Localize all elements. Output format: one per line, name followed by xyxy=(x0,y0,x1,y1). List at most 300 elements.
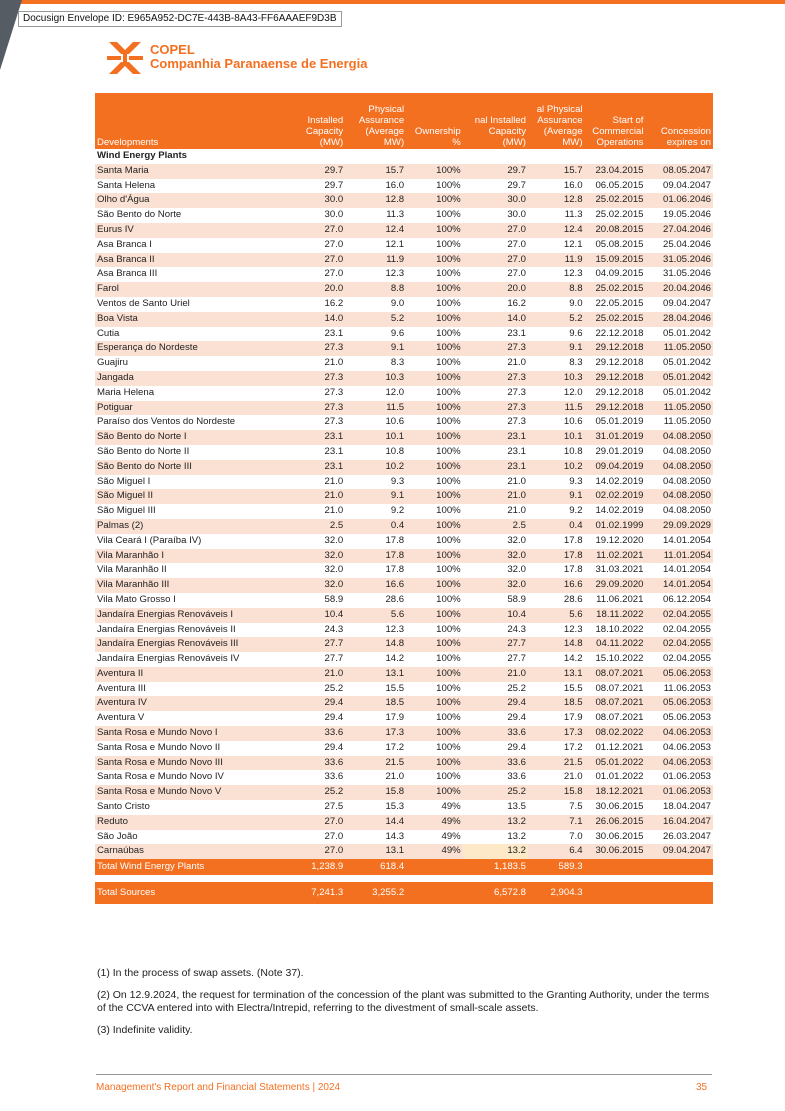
table-cell: 21.0 xyxy=(286,667,345,682)
table-cell: 100% xyxy=(406,637,463,652)
table-cell: 29.09.2029 xyxy=(645,519,713,534)
cell-development: São Bento do Norte I xyxy=(95,430,286,445)
table-cell: 3,255.2 xyxy=(345,882,406,904)
table-cell: 28.04.2046 xyxy=(645,312,713,327)
brand-name: COPEL xyxy=(150,42,195,57)
table-cell: 14.8 xyxy=(345,637,406,652)
table-cell: 04.06.2053 xyxy=(645,756,713,771)
table-cell: 15.7 xyxy=(528,164,585,179)
table-cell: 18.5 xyxy=(528,696,585,711)
table-cell: 9.1 xyxy=(528,489,585,504)
table-cell: 100% xyxy=(406,770,463,785)
table-cell: 9.1 xyxy=(528,341,585,356)
table-cell: 100% xyxy=(406,341,463,356)
table-cell: 12.3 xyxy=(345,267,406,282)
table-cell: 32.0 xyxy=(286,549,345,564)
table-row xyxy=(95,844,713,859)
col-header-ownership: Ownership % xyxy=(406,93,463,149)
table-row xyxy=(95,415,713,430)
table-cell: 18.12.2021 xyxy=(585,785,646,800)
table-cell: 05.01.2042 xyxy=(645,386,713,401)
table-cell: 8.3 xyxy=(528,356,585,371)
cell-development: Boa Vista xyxy=(95,312,286,327)
table-cell: 13.5 xyxy=(463,800,528,815)
table-cell: 29.4 xyxy=(463,711,528,726)
table-cell: 589.3 xyxy=(528,859,585,875)
table-cell: 12.4 xyxy=(528,223,585,238)
table-cell: 100% xyxy=(406,415,463,430)
cell-development: Aventura V xyxy=(95,711,286,726)
cell-development: Jandaíra Energias Renováveis II xyxy=(95,623,286,638)
table-cell: 100% xyxy=(406,238,463,253)
table-cell: 12.1 xyxy=(528,238,585,253)
table-cell: 21.0 xyxy=(345,770,406,785)
table-cell: 30.0 xyxy=(286,193,345,208)
table-cell: 27.3 xyxy=(286,341,345,356)
table-cell: 100% xyxy=(406,386,463,401)
table-cell: 10.2 xyxy=(345,460,406,475)
table-cell: 25.2 xyxy=(463,785,528,800)
cell-development: Jandaíra Energias Renováveis I xyxy=(95,608,286,623)
table-row xyxy=(95,238,713,253)
table-cell: 26.03.2047 xyxy=(645,830,713,845)
table-cell: 29.12.2018 xyxy=(585,356,646,371)
table-cell: 12.8 xyxy=(528,193,585,208)
table-cell: 12.3 xyxy=(528,267,585,282)
table-cell: 100% xyxy=(406,445,463,460)
brand-block xyxy=(150,43,367,71)
table-cell: 10.8 xyxy=(345,445,406,460)
table-row xyxy=(95,430,713,445)
table-cell: 30.06.2015 xyxy=(585,830,646,845)
table-cell: 16.0 xyxy=(528,179,585,194)
cell-development: Jangada xyxy=(95,371,286,386)
table-cell: 11.05.2050 xyxy=(645,341,713,356)
table-cell: 9.2 xyxy=(345,504,406,519)
table-cell: 29.7 xyxy=(286,179,345,194)
table-cell: 30.0 xyxy=(286,208,345,223)
cell-development: São Bento do Norte II xyxy=(95,445,286,460)
table-cell: 05.08.2015 xyxy=(585,238,646,253)
table-cell: 11.5 xyxy=(528,401,585,416)
table-cell xyxy=(585,882,646,904)
table-row xyxy=(95,356,713,371)
table-cell: 29.4 xyxy=(286,696,345,711)
table-cell: 100% xyxy=(406,327,463,342)
table-cell: 618.4 xyxy=(345,859,406,875)
table-cell: 17.3 xyxy=(345,726,406,741)
wind-plants-table xyxy=(95,93,713,904)
cell-development: São Miguel I xyxy=(95,475,286,490)
table-cell: 11.01.2054 xyxy=(645,549,713,564)
table-cell: 29.7 xyxy=(463,164,528,179)
table-cell: 12.0 xyxy=(528,386,585,401)
cell-development: Aventura II xyxy=(95,667,286,682)
col-header-prop-installed-capacity: nal Installed Capacity (MW) xyxy=(463,93,528,149)
table-cell: 28.6 xyxy=(528,593,585,608)
table-row xyxy=(95,267,713,282)
table-row xyxy=(95,549,713,564)
table-cell: 20.08.2015 xyxy=(585,223,646,238)
table-cell: 29.4 xyxy=(286,711,345,726)
table-cell: 100% xyxy=(406,297,463,312)
cell-development: São Miguel II xyxy=(95,489,286,504)
table-cell: 32.0 xyxy=(463,534,528,549)
table-cell: 100% xyxy=(406,741,463,756)
table-cell: 29.12.2018 xyxy=(585,401,646,416)
table-row xyxy=(95,830,713,845)
table-row xyxy=(95,563,713,578)
table-cell: 100% xyxy=(406,667,463,682)
table-cell: 100% xyxy=(406,475,463,490)
footnote: (1) In the process of swap assets. (Note 37). xyxy=(97,967,304,979)
table-row xyxy=(95,223,713,238)
table-cell: 11.5 xyxy=(345,401,406,416)
table-cell: 32.0 xyxy=(463,563,528,578)
table-cell: 11.05.2050 xyxy=(645,401,713,416)
table-cell: 100% xyxy=(406,519,463,534)
table-cell: 27.3 xyxy=(463,415,528,430)
table-cell: 100% xyxy=(406,563,463,578)
table-cell: 100% xyxy=(406,593,463,608)
table-cell: 7.0 xyxy=(528,830,585,845)
table-cell: 01.06.2053 xyxy=(645,785,713,800)
table-cell: 21.0 xyxy=(463,489,528,504)
table-cell: 16.0 xyxy=(345,179,406,194)
table-cell: 100% xyxy=(406,756,463,771)
table-cell: 02.04.2055 xyxy=(645,637,713,652)
table-cell: 9.3 xyxy=(345,475,406,490)
table-cell: 14.0 xyxy=(286,312,345,327)
table-cell: 11.05.2050 xyxy=(645,415,713,430)
table-cell: 27.3 xyxy=(463,341,528,356)
table-cell: 04.08.2050 xyxy=(645,430,713,445)
table-cell: 100% xyxy=(406,623,463,638)
cell-development: Cutia xyxy=(95,327,286,342)
table-cell: 13.2 xyxy=(463,830,528,845)
footnote: (3) Indefinite validity. xyxy=(97,1024,193,1036)
table-cell: 9.3 xyxy=(528,475,585,490)
table-cell: 21.5 xyxy=(528,756,585,771)
table-cell: 27.3 xyxy=(286,415,345,430)
table-cell: 24.3 xyxy=(463,623,528,638)
table-cell xyxy=(406,882,463,904)
table-cell: 21.0 xyxy=(463,667,528,682)
table-cell: 06.05.2015 xyxy=(585,179,646,194)
table-cell: 12.0 xyxy=(345,386,406,401)
table-cell: 10.3 xyxy=(345,371,406,386)
table-cell: 32.0 xyxy=(286,578,345,593)
brand-subtitle: Companhia Paranaense de Energia xyxy=(150,56,368,71)
table-cell: 17.8 xyxy=(345,563,406,578)
table-cell: 29.12.2018 xyxy=(585,341,646,356)
table-cell: 33.6 xyxy=(463,726,528,741)
footer-title: Management's Report and Financial Statements | 2024 xyxy=(96,1082,341,1093)
table-cell: 11.06.2053 xyxy=(645,682,713,697)
table-row xyxy=(95,696,713,711)
table-cell: 27.0 xyxy=(286,844,345,859)
table-cell: 27.0 xyxy=(463,267,528,282)
table-cell: 04.08.2050 xyxy=(645,445,713,460)
footer-divider xyxy=(96,1074,712,1075)
table-cell: 21.0 xyxy=(286,475,345,490)
table-cell: 05.01.2022 xyxy=(585,756,646,771)
cell-development: Esperança do Nordeste xyxy=(95,341,286,356)
table-cell: 17.2 xyxy=(528,741,585,756)
table-row xyxy=(95,386,713,401)
table-cell: 49% xyxy=(406,844,463,859)
table-cell xyxy=(585,859,646,875)
table-cell: 15.5 xyxy=(345,682,406,697)
table-cell: 27.0 xyxy=(286,830,345,845)
table-cell: 29.12.2018 xyxy=(585,386,646,401)
table-cell: 27.0 xyxy=(286,815,345,830)
table-cell: 08.07.2021 xyxy=(585,696,646,711)
table-cell: 11.02.2021 xyxy=(585,549,646,564)
envelope-id-label: Docusign Envelope ID: E965A952-DC7E-443B-8A43-FF6AAAEF9D3B xyxy=(18,11,342,27)
table-cell: 9.0 xyxy=(528,297,585,312)
table-cell: 17.9 xyxy=(528,711,585,726)
table-cell: 18.5 xyxy=(345,696,406,711)
table-cell: 27.0 xyxy=(286,253,345,268)
table-cell: 14.2 xyxy=(528,652,585,667)
cell-development: Asa Branca II xyxy=(95,253,286,268)
page-number: 35 xyxy=(696,1082,708,1093)
table-row xyxy=(95,652,713,667)
table-cell: 25.02.2015 xyxy=(585,193,646,208)
table-cell: 5.6 xyxy=(528,608,585,623)
table-cell: 24.3 xyxy=(286,623,345,638)
table-cell: 15.8 xyxy=(528,785,585,800)
table-cell: 27.0 xyxy=(463,253,528,268)
table-cell: 02.04.2055 xyxy=(645,623,713,638)
table-cell: 15.10.2022 xyxy=(585,652,646,667)
table-cell: 10.1 xyxy=(528,430,585,445)
table-cell: 12.3 xyxy=(345,623,406,638)
table-cell: 28.6 xyxy=(345,593,406,608)
table-cell: 7.1 xyxy=(528,815,585,830)
table-cell: 08.02.2022 xyxy=(585,726,646,741)
table-cell: 13.1 xyxy=(345,667,406,682)
table-cell: 25.02.2015 xyxy=(585,282,646,297)
table-cell: 100% xyxy=(406,223,463,238)
table-row xyxy=(95,341,713,356)
section-title: Wind Energy Plants xyxy=(95,149,713,164)
spacer-cell xyxy=(95,875,713,882)
table-row xyxy=(95,711,713,726)
table-cell: 5.2 xyxy=(528,312,585,327)
table-cell: 33.6 xyxy=(286,770,345,785)
table-cell: 29.4 xyxy=(463,696,528,711)
table-cell: 18.10.2022 xyxy=(585,623,646,638)
table-cell: 17.2 xyxy=(345,741,406,756)
cell-development: Santa Rosa e Mundo Novo III xyxy=(95,756,286,771)
table-cell: 27.3 xyxy=(286,401,345,416)
cell-development: Farol xyxy=(95,282,286,297)
table-cell: 20.04.2046 xyxy=(645,282,713,297)
table-cell: 5.6 xyxy=(345,608,406,623)
table-cell: 32.0 xyxy=(463,578,528,593)
table-cell: 100% xyxy=(406,460,463,475)
table-cell: 6,572.8 xyxy=(463,882,528,904)
table-cell: 08.07.2021 xyxy=(585,667,646,682)
table-cell: 12.3 xyxy=(528,623,585,638)
table-cell: 27.3 xyxy=(463,401,528,416)
table-cell: 100% xyxy=(406,267,463,282)
table-row xyxy=(95,608,713,623)
cell-development: Jandaíra Energias Renováveis IV xyxy=(95,652,286,667)
table-cell: 12.4 xyxy=(345,223,406,238)
table-cell: 21.5 xyxy=(345,756,406,771)
table-cell: 25.2 xyxy=(286,785,345,800)
table-cell: 30.06.2015 xyxy=(585,844,646,859)
table-cell: 58.9 xyxy=(286,593,345,608)
copel-logo-icon xyxy=(107,40,143,76)
table-cell: 20.0 xyxy=(286,282,345,297)
table-row xyxy=(95,282,713,297)
table-cell: 29.12.2018 xyxy=(585,371,646,386)
table-cell: 6.4 xyxy=(528,844,585,859)
table-cell: 23.1 xyxy=(463,430,528,445)
cell-development: Asa Branca III xyxy=(95,267,286,282)
table-cell: 12.8 xyxy=(345,193,406,208)
table-cell: 100% xyxy=(406,549,463,564)
table-cell: 27.5 xyxy=(286,800,345,815)
cell-development: Guajiru xyxy=(95,356,286,371)
table-cell: 49% xyxy=(406,830,463,845)
table-cell: 10.6 xyxy=(345,415,406,430)
table-row xyxy=(95,504,713,519)
table-cell: 23.1 xyxy=(286,327,345,342)
table-cell: 09.04.2047 xyxy=(645,297,713,312)
table-row xyxy=(95,489,713,504)
table-cell: 26.06.2015 xyxy=(585,815,646,830)
cell-development: São Miguel III xyxy=(95,504,286,519)
table-cell: 8.8 xyxy=(345,282,406,297)
table-cell: 05.01.2042 xyxy=(645,327,713,342)
table-cell: 1,238.9 xyxy=(286,859,345,875)
table-cell: 23.1 xyxy=(286,445,345,460)
table-cell: 17.8 xyxy=(528,549,585,564)
table-cell: 14.01.2054 xyxy=(645,578,713,593)
col-header-start-operations: Start of Commercial Operations xyxy=(585,93,646,149)
table-cell: 02.02.2019 xyxy=(585,489,646,504)
table-cell: 31.05.2046 xyxy=(645,253,713,268)
table-cell: 27.0 xyxy=(463,223,528,238)
table-cell: 27.3 xyxy=(463,386,528,401)
table-cell: 16.6 xyxy=(528,578,585,593)
table-cell: 17.8 xyxy=(528,534,585,549)
table-cell: 10.4 xyxy=(286,608,345,623)
table-cell: 04.06.2053 xyxy=(645,741,713,756)
table-cell: 15.8 xyxy=(345,785,406,800)
table-cell: 0.4 xyxy=(528,519,585,534)
table-row xyxy=(95,800,713,815)
cell-development: Eurus IV xyxy=(95,223,286,238)
table-cell: 13.2 xyxy=(463,844,528,859)
cell-development: Aventura III xyxy=(95,682,286,697)
cell-development: Palmas (2) xyxy=(95,519,286,534)
table-cell: 33.6 xyxy=(286,726,345,741)
table-cell: 9.0 xyxy=(345,297,406,312)
table-cell: 05.06.2053 xyxy=(645,696,713,711)
table-cell: 14.3 xyxy=(345,830,406,845)
table-row xyxy=(95,445,713,460)
table-cell: 15.5 xyxy=(528,682,585,697)
table-cell: 14.8 xyxy=(528,637,585,652)
table-cell: 19.05.2046 xyxy=(645,208,713,223)
table-cell: 100% xyxy=(406,682,463,697)
table-cell: 9.6 xyxy=(528,327,585,342)
table-row xyxy=(95,770,713,785)
cell-development: Vila Maranhão II xyxy=(95,563,286,578)
table-cell: 08.07.2021 xyxy=(585,711,646,726)
table-cell: 100% xyxy=(406,356,463,371)
table-cell: 100% xyxy=(406,164,463,179)
table-cell: 25.2 xyxy=(286,682,345,697)
table-cell: 25.02.2015 xyxy=(585,208,646,223)
cell-development: São João xyxy=(95,830,286,845)
table-cell: 02.04.2055 xyxy=(645,652,713,667)
table-cell: 17.3 xyxy=(528,726,585,741)
table-cell: 15.7 xyxy=(345,164,406,179)
table-cell: 01.02.1999 xyxy=(585,519,646,534)
cell-development: Carnaúbas xyxy=(95,844,286,859)
table-cell: 27.3 xyxy=(286,371,345,386)
table-cell: 23.1 xyxy=(286,430,345,445)
table-row xyxy=(95,208,713,223)
table-cell: 23.04.2015 xyxy=(585,164,646,179)
table-cell: 100% xyxy=(406,578,463,593)
table-cell: 10.1 xyxy=(345,430,406,445)
table-cell: 21.0 xyxy=(528,770,585,785)
cell-development: Reduto xyxy=(95,815,286,830)
table-cell: 21.0 xyxy=(286,489,345,504)
table-cell: 100% xyxy=(406,726,463,741)
table-row xyxy=(95,815,713,830)
table-cell: 0.4 xyxy=(345,519,406,534)
table-row xyxy=(95,312,713,327)
table-row xyxy=(95,785,713,800)
table-cell: 08.05.2047 xyxy=(645,164,713,179)
table-cell: 9.2 xyxy=(528,504,585,519)
table-cell: 21.0 xyxy=(463,356,528,371)
table-cell: 100% xyxy=(406,534,463,549)
table-cell: 19.12.2020 xyxy=(585,534,646,549)
table-cell: 30.06.2015 xyxy=(585,800,646,815)
footnotes xyxy=(97,967,712,1046)
table-cell: 06.12.2054 xyxy=(645,593,713,608)
table-cell: 100% xyxy=(406,608,463,623)
table-cell: 27.7 xyxy=(463,652,528,667)
table-cell: 31.01.2019 xyxy=(585,430,646,445)
table-cell: 04.08.2050 xyxy=(645,475,713,490)
cell-development: Santa Rosa e Mundo Novo II xyxy=(95,741,286,756)
table-row xyxy=(95,297,713,312)
cell-development: Vila Ceará I (Paraíba IV) xyxy=(95,534,286,549)
table-cell: 05.01.2019 xyxy=(585,415,646,430)
table-cell: 21.0 xyxy=(286,356,345,371)
cell-development: Santo Cristo xyxy=(95,800,286,815)
table-cell: 27.7 xyxy=(463,637,528,652)
table-cell: 21.0 xyxy=(463,475,528,490)
col-header-prop-physical-assurance: al Physical Assurance (Average MW) xyxy=(528,93,585,149)
table-cell: 13.1 xyxy=(528,667,585,682)
table-row xyxy=(95,667,713,682)
table-cell: 14.2 xyxy=(345,652,406,667)
table-cell: 27.0 xyxy=(286,238,345,253)
table-cell: 23.1 xyxy=(463,327,528,342)
